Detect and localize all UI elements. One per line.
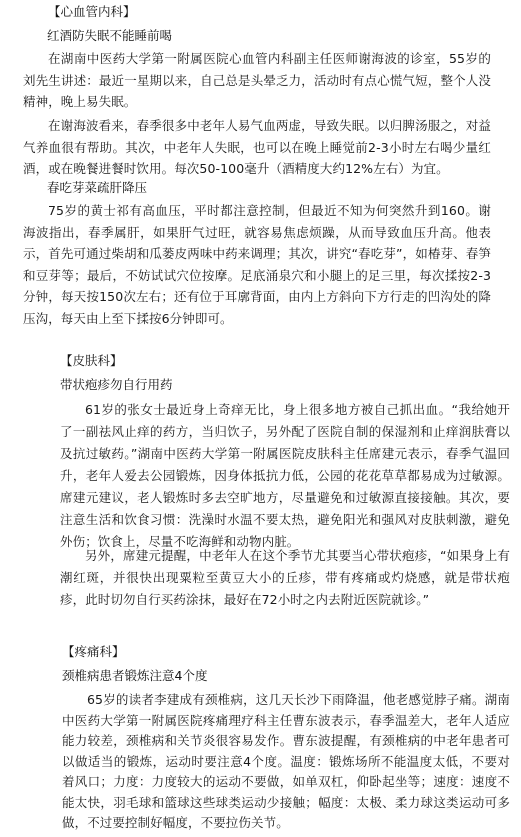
- section-header-pain-clinic: 【疼痛科】: [62, 644, 125, 659]
- section-header-dermatology: 【皮肤科】: [60, 353, 123, 368]
- subheading-cervical-spondylosis-exercise: 颈椎病患者锻炼注意4个度: [62, 668, 208, 683]
- subheading-spring-sprouts-blood-pressure: 春吃芽菜疏肝降压: [47, 180, 148, 195]
- subheading-shingles-no-self-medication: 带状疱疹勿自行用药: [60, 377, 173, 392]
- paragraph: 在湖南中医药大学第一附属医院心血管内科副主任医师谢海波的诊室，55岁的刘先生讲述：最近一星期以来，自己总是头晕乏力，活动时有点心慌气短，整个人没精神，晚上易失眠。: [23, 51, 491, 109]
- subheading-red-wine-insomnia: 红酒防失眠不能睡前喝: [47, 28, 173, 43]
- paragraph: 在谢海波看来，春季很多中老年人易气血两虚，导致失眠。以归脾汤服之，对益气养血很有帮助。其次，中老年人失眠，也可以在晚上睡觉前2-3小时左右喝少量红酒，或在晚餐进餐时饮用。每次50-100毫升（酒精度大约12%左右）为宜。: [23, 118, 491, 176]
- paragraph: 另外，席建元提醒，中老年人在这个季节尤其要当心带状疱疹，“如果身上有潮红斑，并很快出现粟粒至黄豆大小的丘疹，带有疼痛或灼烧感，就是带状疱疹，此时切勿自行买药涂抹，最好在72小时之内去附近医院就诊。”: [60, 548, 510, 607]
- section-header-cardiology: 【心血管内科】: [48, 4, 136, 19]
- paragraph: 75岁的黄士祁有高血压，平时都注意控制，但最近不知为何突然升到160。谢海波指出，春季属肝，如果肝气过旺，就容易焦虑烦躁，从而导致血压升高。他表示，首先可通过柴胡和瓜蒌皮两味中药来调理；其次，讲究“春吃芽”，如椿芽、春笋和豆芽等；最后，不妨试试穴位按摩。足底涌泉穴和小腿上的足三里，每次揉按2-3分钟，每天按150次左右；还有位于耳廓背面，由内上方斜向下方行走的凹沟处的降压沟，每天由上至下揉按6分钟即可。: [23, 203, 491, 326]
- paragraph: 65岁的读者李建成有颈椎病，这几天长沙下雨降温，他老感觉脖子痛。湖南中医药大学第一附属医院疼痛理疗科主任曹东波表示，春季温差大，老年人适应能力较差，颈椎病和关节炎很容易发作。曹东波提醒，有颈椎病的中老年患者可以做适当的锻炼，运动时要注意4个度。温度：锻炼场所不能温度太低，不要对着风口；力度：力度较大的运动不要做，如单双杠，仰卧起坐等；速度：速度不能太快，羽毛球和篮球这些球类运动少接触；幅度：太极、柔力球这类运动可多做，不过要控制好幅度，不要拉伤关节。: [62, 692, 510, 830]
- paragraph: 61岁的张女士最近身上奇痒无比，身上很多地方被自己抓出血。“我给她开了一副祛风止痒的药方，当归饮子，另外配了医院自制的保湿剂和止痒润肤膏以及抗过敏药。”湖南中医药大学第一附属医院皮肤科主任席建元表示，春季气温回升，老年人爱去公园锻炼，因身体抵抗力低，公园的花花草草都易成为过敏源。席建元建议，老人锻炼时多去空旷地方，尽量避免和过敏源直接接触。其次，要注意生活和饮食习惯：洗澡时水温不要太热，避免阳光和强风对皮肤刺激，避免外伤；饮食上，尽量不吃海鲜和动物内脏。: [60, 402, 510, 549]
